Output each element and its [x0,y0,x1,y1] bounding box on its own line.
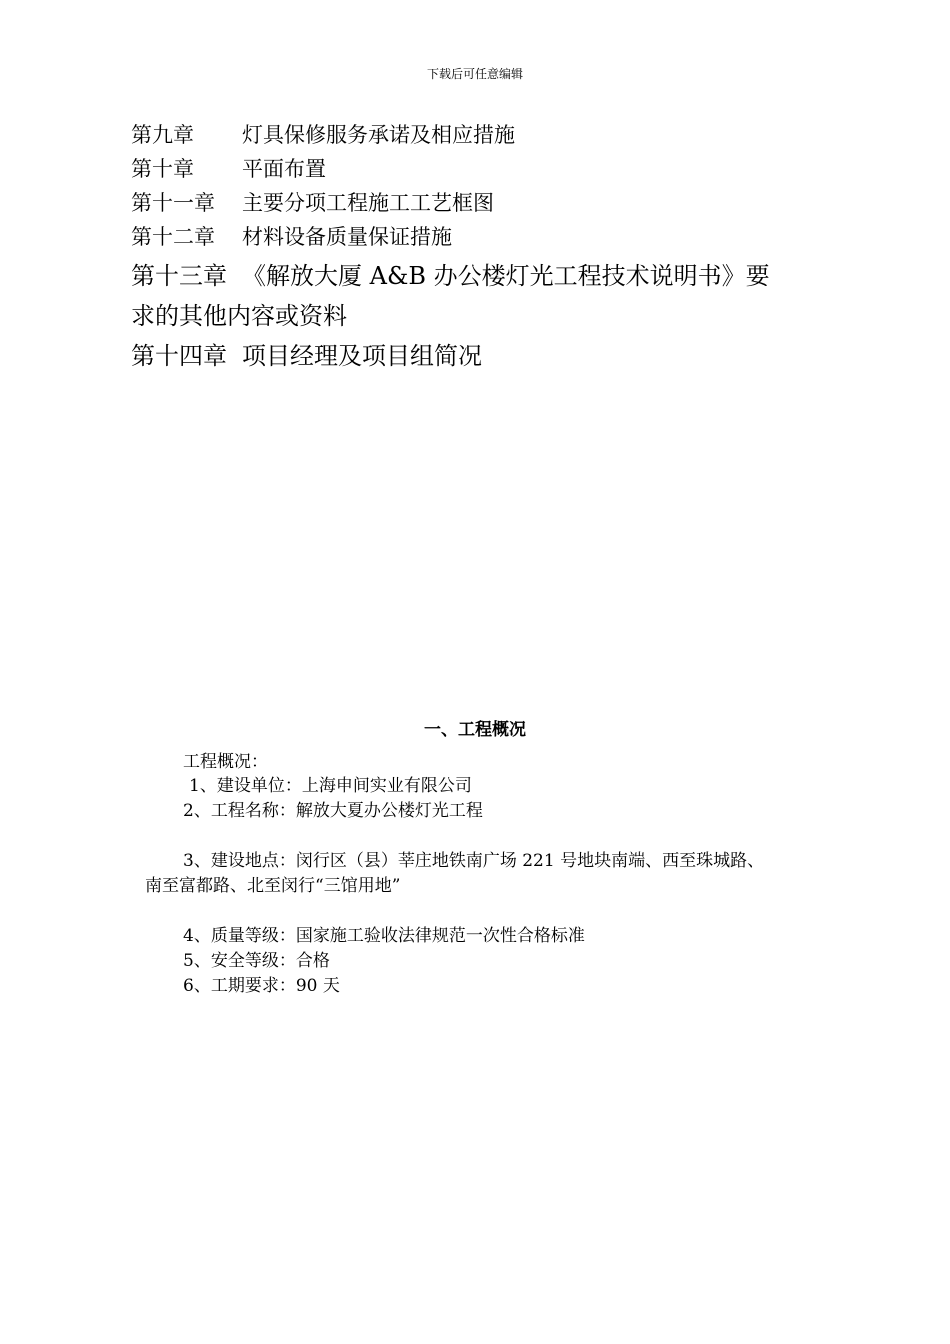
overview-item-schedule: 6、工期要求：90 天 [183,976,340,996]
toc-chapter-title: 平面布置 [242,157,326,181]
toc-chapter-number: 第十四章 [131,342,227,370]
toc-chapter-number: 第十二章 [131,225,215,249]
toc-chapter-title: 灯具保修服务承诺及相应措施 [242,123,515,147]
toc-chapter-title: 材料设备质量保证措施 [242,225,452,249]
overview-item-location-continuation: 南至富都路、北至闵行“三馆用地” [145,876,401,896]
toc-entry-chapter-10 [131,154,831,188]
toc-chapter-title: 主要分项工程施工工艺框图 [242,191,494,215]
toc-chapter-title-continuation: 求的其他内容或资料 [131,302,347,330]
toc-entry-chapter-14 [131,336,831,376]
toc-entry-chapter-13 [131,256,831,296]
overview-item-client: 1、建设单位：上海申间实业有限公司 [189,776,472,796]
overview-item-safety: 5、安全等级：合格 [183,951,330,971]
toc-entry-chapter-11 [131,188,831,222]
overview-item-quality: 4、质量等级：国家施工验收法律规范一次性合格标准 [183,926,585,946]
page-header-note: 下载后可任意编辑 [426,67,523,81]
table-of-contents [131,120,831,376]
overview-item-project-name: 2、工程名称：解放大夏办公楼灯光工程 [183,801,483,821]
section-heading: 一、工程概况 [424,720,526,740]
toc-chapter-title: 《解放大厦 A&B 办公楼灯光工程技术说明书》要 [242,262,770,290]
overview-intro: 工程概况： [183,752,268,772]
toc-chapter-number: 第九章 [131,123,194,147]
toc-chapter-number: 第十一章 [131,191,215,215]
toc-entry-chapter-12 [131,222,831,256]
toc-chapter-number: 第十章 [131,157,194,181]
overview-item-location: 3、建设地点：闵行区（县）莘庄地铁南广场 221 号地块南端、西至珠城路、 [183,851,765,871]
toc-chapter-number: 第十三章 [131,262,227,290]
toc-chapter-title: 项目经理及项目组简况 [242,342,482,370]
toc-entry-chapter-9 [131,120,831,154]
